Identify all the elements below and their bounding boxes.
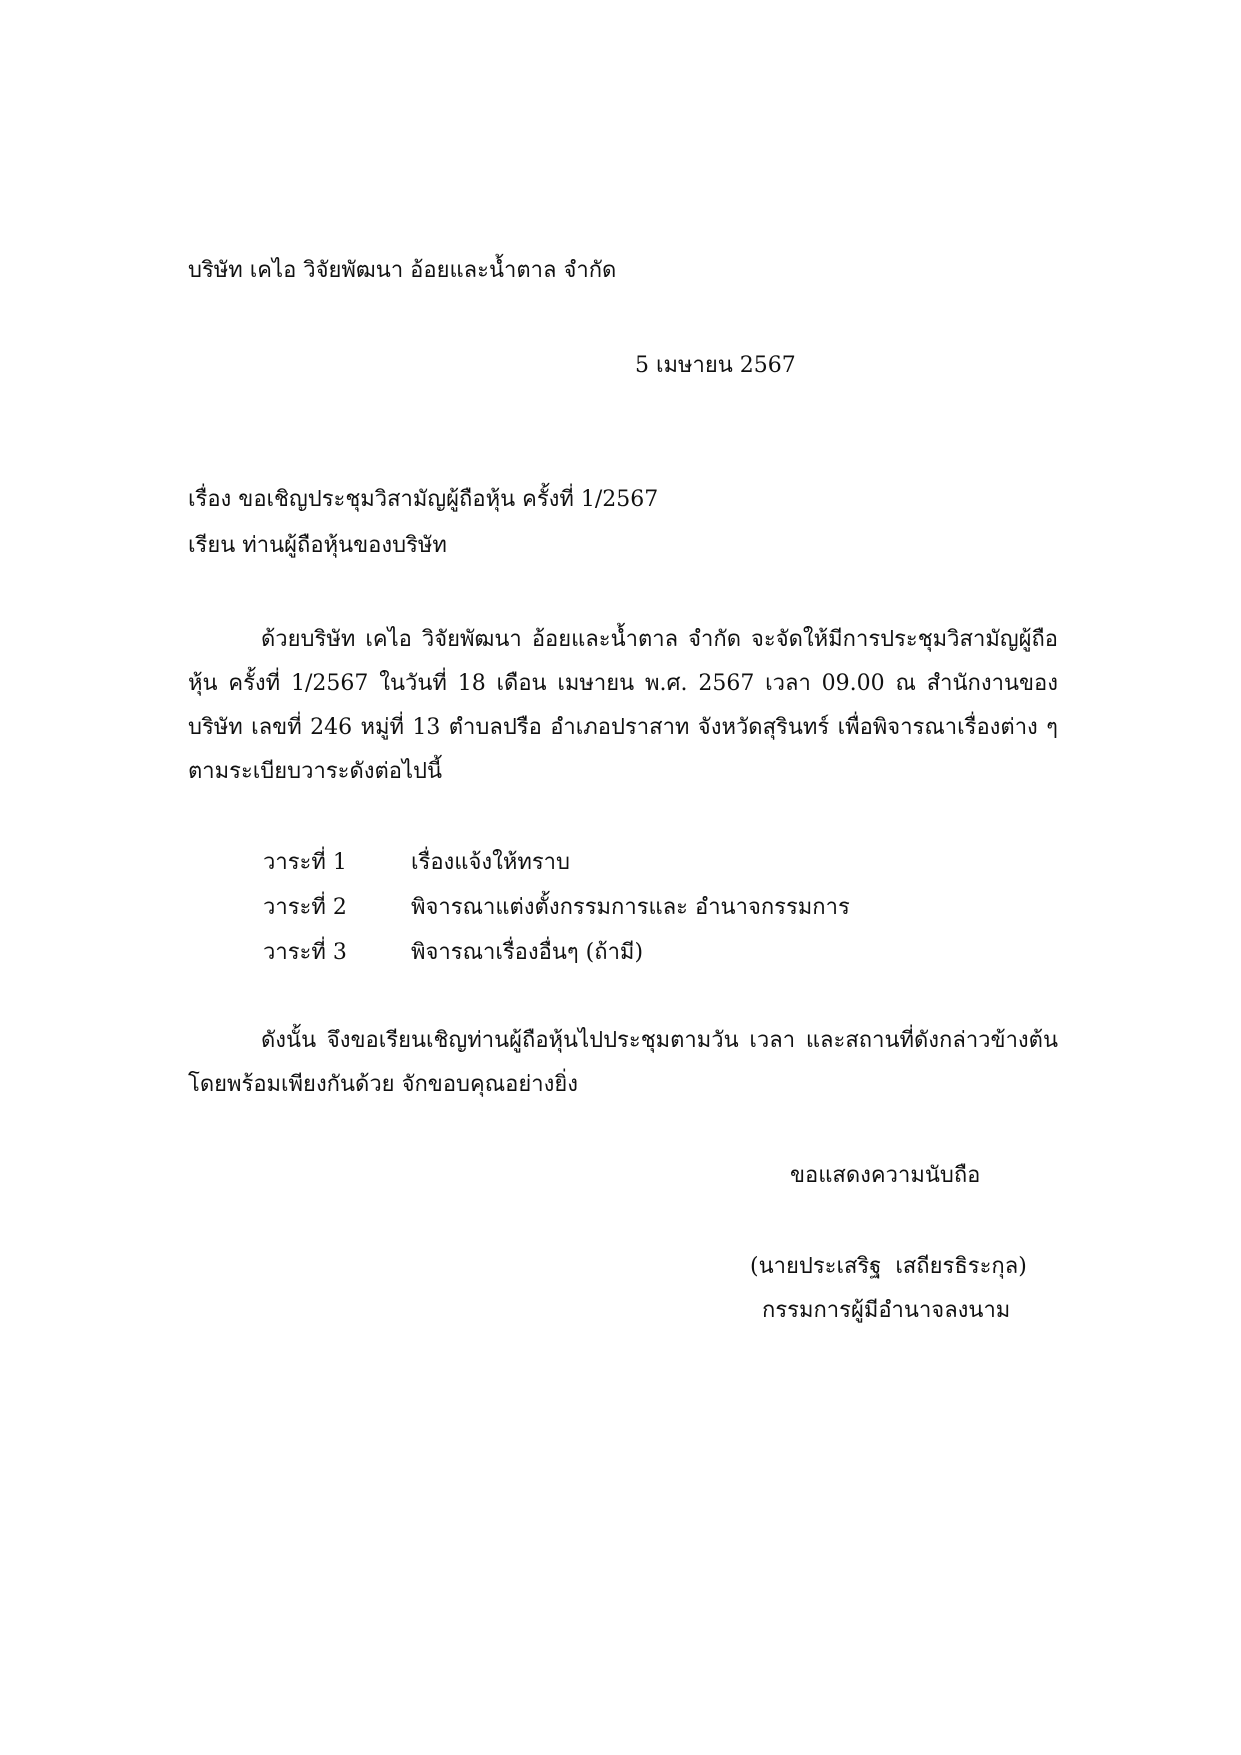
agenda-item <box>263 940 643 966</box>
salutation-line: เรียน ท่านผู้ถือหุ้นของบริษัท <box>188 533 447 558</box>
agenda-number: วาระที่ 2 <box>263 895 347 920</box>
agenda-title: พิจารณาเรื่องอื่นๆ (ถ้ามี) <box>411 940 644 965</box>
letter-date: 5 เมษายน 2567 <box>635 353 796 378</box>
agenda-title: พิจารณาแต่งตั้งกรรมการและ อำนาจกรรมการ <box>411 895 850 920</box>
company-name: บริษัท เคไอ วิจัยพัฒนา อ้อยและน้ำตาล จำกัด <box>188 258 617 283</box>
agenda-number: วาระที่ 1 <box>263 850 347 875</box>
subject-line: เรื่อง ขอเชิญประชุมวิสามัญผู้ถือหุ้น ครั้งที่ 1/2567 <box>188 487 659 512</box>
signer-position: กรรมการผู้มีอำนาจลงนาม <box>762 1298 1011 1323</box>
agenda-number: วาระที่ 3 <box>263 940 347 965</box>
closing-line: ขอแสดงความนับถือ <box>790 1163 981 1188</box>
agenda-item <box>263 895 850 921</box>
agenda-title: เรื่องแจ้งให้ทราบ <box>411 850 570 875</box>
body-paragraph-closing: ดังนั้น จึงขอเรียนเชิญท่านผู้ถือหุ้นไปประชุมตามวัน เวลา และสถานที่ดังกล่าวข้างต้นโดยพร้อมเพียงกันด้วย จักขอบคุณอย่างยิ่ง <box>188 1028 1058 1097</box>
agenda-item <box>263 850 570 876</box>
signer-name: (นายประเสริฐ เสถียรธิระกุล) <box>750 1254 1027 1279</box>
body-paragraph-invitation: ด้วยบริษัท เคไอ วิจัยพัฒนา อ้อยและน้ำตาล จำกัด จะจัดให้มีการประชุมวิสามัญผู้ถือหุ้น ครั้งที่ 1/2567 ในวันที่ 18 เดือน เมษายน พ.ศ. 2567 เวลา 09.00 ณ สำนักงานของบริษัท เลขที่ 246 หมู่ที่ 13 ตำบลปรือ อำเภอปราสาท จังหวัดสุรินทร์ เพื่อพิจารณาเรื่องต่าง ๆ ตามระเบียบวาระดังต่อไปนี้ <box>188 627 1058 784</box>
